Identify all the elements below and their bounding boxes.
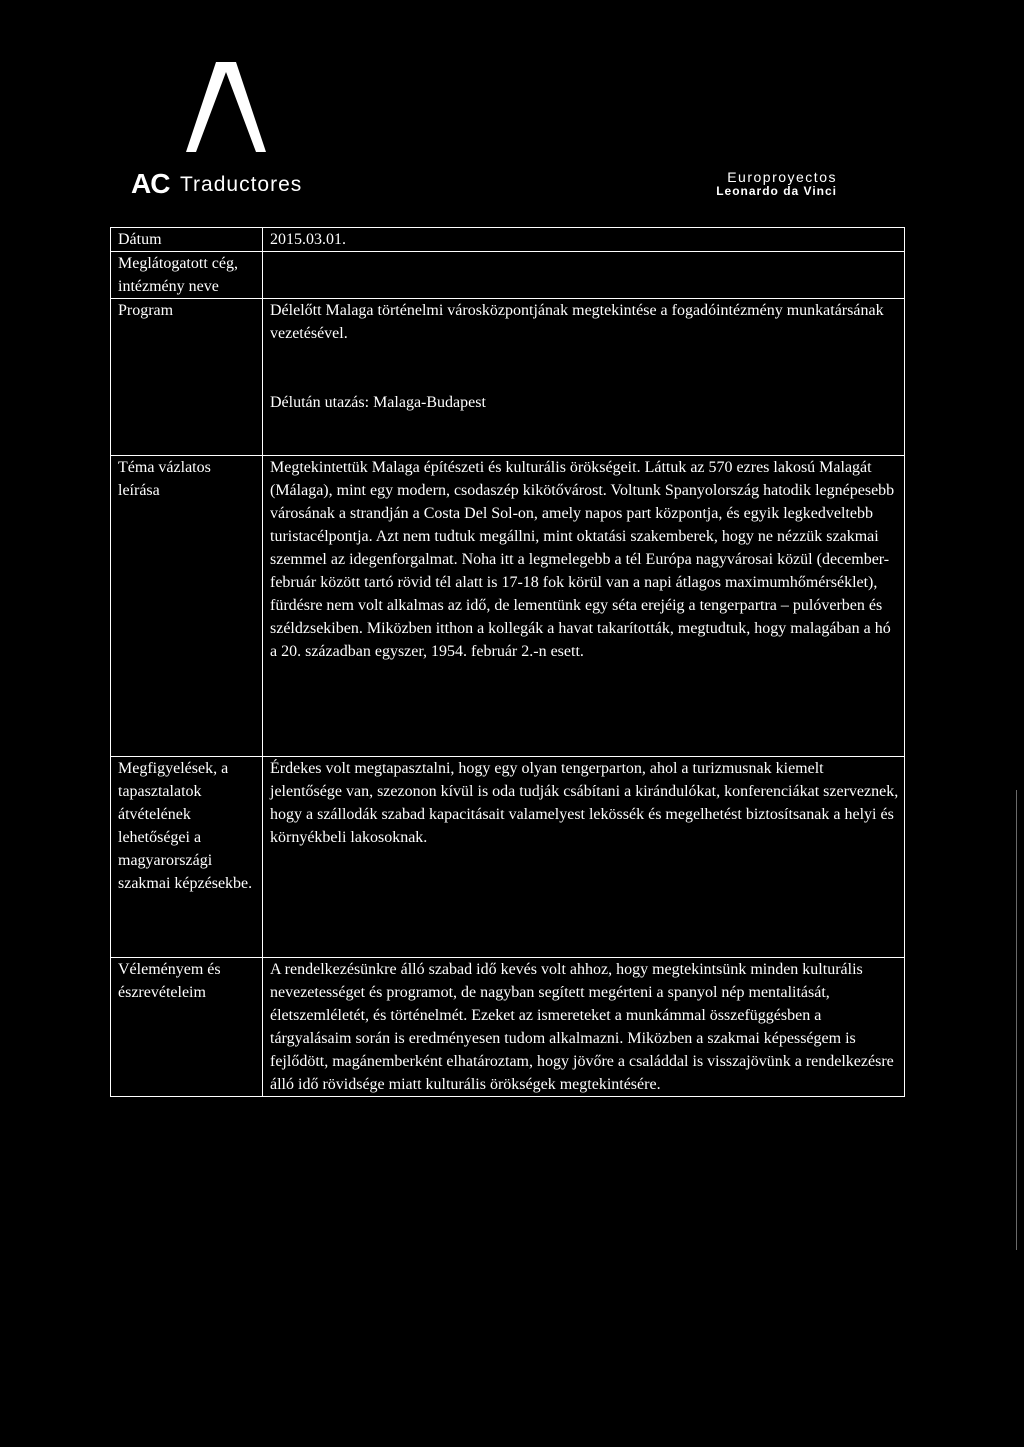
row-value xyxy=(263,252,905,299)
table-row-opinion xyxy=(111,958,905,1097)
row-label: Meglátogatott cég, intézmény neve xyxy=(111,252,263,299)
table-row-program xyxy=(111,299,905,456)
table-row-observations xyxy=(111,757,905,958)
table-row-date xyxy=(111,228,905,252)
row-label: Véleményem és észrevételeim xyxy=(111,958,263,1097)
europroyectos-logo xyxy=(716,170,837,199)
row-label: Dátum xyxy=(111,228,263,252)
row-label: Program xyxy=(111,299,263,456)
logo-traductores-text: Traductores xyxy=(180,173,303,196)
page-edge-line xyxy=(1016,790,1017,1250)
row-label: Téma vázlatos leírása xyxy=(111,456,263,757)
program-afternoon: Délután utazás: Malaga-Budapest xyxy=(270,394,486,411)
program-morning: Délelőtt Malaga történelmi városközpontjának megtekintése a fogadóintézmény munkatársának vezetésével. xyxy=(270,302,884,342)
row-value xyxy=(263,299,905,456)
row-value: A rendelkezésünkre álló szabad idő kevés volt ahhoz, hogy megtekintsünk minden kulturális nevezetességet és programot, de nagyban segített megérteni a spanyol nép mentalitását, életszemléletét, és történelmét. Ezeket az ismereteket a munkámmal összefüggésben a tárgyalásaim során is eredményesen tudom alkalmazni. Miközben a szakmai képességem is fejlődött, magánemberként elhatároztam, hogy jövőre a családdal is visszajövünk a rendelkezésre álló idő rövidsége miatt kulturális örökségek megtekintésére. xyxy=(263,958,905,1097)
row-value: 2015.03.01. xyxy=(263,228,905,252)
partner-line-2: Leonardo da Vinci xyxy=(716,184,837,199)
table-row-topic xyxy=(111,456,905,757)
report-table xyxy=(110,227,905,1097)
row-value: Érdekes volt megtapasztalni, hogy egy olyan tengerparton, ahol a turizmusnak kiemelt jelentősége van, szezonon kívül is oda tudják csábítani a kirándulókat, konferenciákat szerveznek, hogy a szállodák szabad kapacitásait valamelyest lekössék és megelhetést biztosítsanak a helyi és környékbeli lakosoknak. xyxy=(263,757,905,958)
partner-line-1: Europroyectos xyxy=(727,169,837,185)
row-label: Megfigyelések, a tapasztalatok átvételének lehetőségei a magyarországi szakmai képzésekbe. xyxy=(111,757,263,958)
ac-traductores-logo-mark xyxy=(186,62,266,162)
logo-ac-text: AC xyxy=(131,168,170,199)
table-row-company xyxy=(111,252,905,299)
row-value: Megtekintettük Malaga építészeti és kulturális örökségeit. Láttuk az 570 ezres lakosú Malagát (Málaga), mint egy modern, csodaszép kikötővárost. Voltunk Spanyolország hatodik legnépesebb városának a strandján a Costa Del Sol-on, amely napos part központja, és egyik legkedveltebb turistacélpontja. Azt nem tudtuk megállni, mint oktatási szakemberek, hogy ne nézzük szakmai szemmel az idegenforgalmat. Noha itt a legmelegebb a tél Európa nagyvárosai közül (december-február között tartó rövid tél alatt is 17-18 fok körül van a napi átlagos maximumhőmérséklet), fürdésre nem volt alkalmas az idő, de lementünk egy séta erejéig a tengerpartra – pulóverben és széldzsekiben. Miközben itthon a kollegák a havat takarították, megtudtuk, hogy malagában a hó a 20. században egyszer, 1954. február 2.-n esett. xyxy=(263,456,905,757)
